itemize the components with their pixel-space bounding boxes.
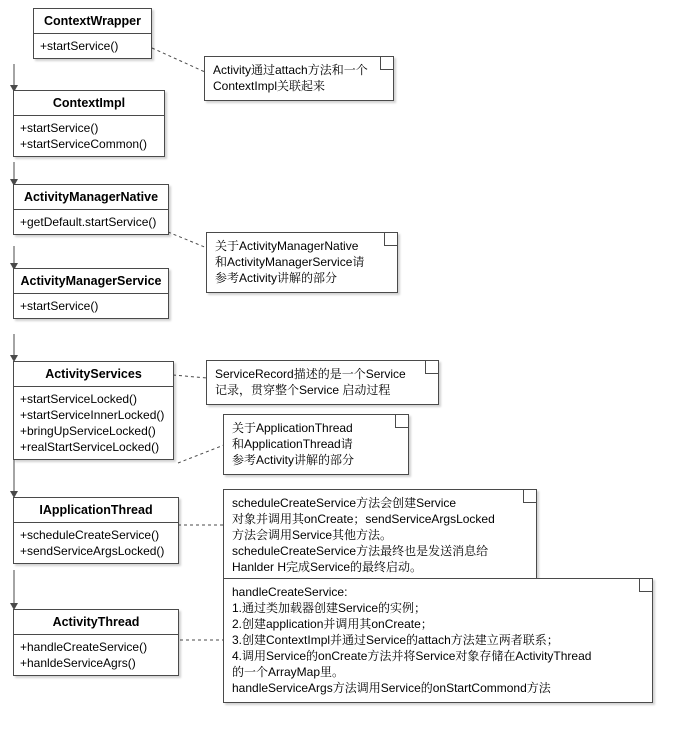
note-fold-icon: [523, 490, 536, 503]
note-text-line: 的一个ArrayMap里。: [232, 665, 345, 679]
note-fold-icon: [395, 415, 408, 428]
note-text-line: Activity通过attach方法和一个: [213, 63, 368, 77]
class-member: +startServiceCommon(): [20, 137, 148, 151]
note-fold-icon: [639, 579, 652, 592]
note-text-line: 2.创建application并调用其onCreate；: [232, 617, 433, 631]
class-activity-manager-service[interactable]: [13, 268, 169, 319]
class-member: +startServiceLocked(): [20, 392, 138, 406]
class-title: ActivityManagerService: [14, 269, 168, 294]
class-title: ContextWrapper: [34, 9, 151, 34]
class-title: ContextImpl: [14, 91, 164, 116]
note-text-line: 参考Activity讲解的部分: [215, 271, 338, 285]
class-members: [34, 34, 151, 58]
note-text-line: handleCreateService:: [232, 585, 348, 599]
class-members: [14, 635, 178, 675]
note-text-line: 方法会调用Service其他方法。: [232, 528, 393, 542]
note-text-line: handleServiceArgs方法调用Service的onStartCommond方法: [232, 681, 551, 695]
note-handlecreateservice: [223, 578, 653, 703]
note-text-line: ServiceRecord描述的是一个Service: [215, 367, 406, 381]
note-schedulecreateservice: [223, 489, 537, 582]
note-text-line: 关于ApplicationThread: [232, 421, 353, 435]
class-members: [14, 210, 168, 234]
class-member: +scheduleCreateService(): [20, 528, 160, 542]
note-text-line: scheduleCreateService方法最终也是发送消息给: [232, 544, 489, 558]
note-text-line: Hanlder H完成Service的最终启动。: [232, 560, 423, 574]
note-text-line: ContextImpl关联起来: [213, 79, 326, 93]
note-text-line: 3.创建ContextImpl并通过Service的attach方法建立两者联系；: [232, 633, 559, 647]
note-fold-icon: [384, 233, 397, 246]
note-text-line: 记录，贯穿整个Service 启动过程: [215, 383, 391, 397]
note-fold-icon: [380, 57, 393, 70]
class-iapplication-thread[interactable]: [13, 497, 179, 564]
class-context-wrapper[interactable]: [33, 8, 152, 59]
class-member: +startService(): [20, 299, 99, 313]
class-activity-services[interactable]: [13, 361, 174, 460]
note-applicationthread: [223, 414, 409, 475]
class-context-impl[interactable]: [13, 90, 165, 157]
class-member: +startServiceInnerLocked(): [20, 408, 165, 422]
class-title: ActivityThread: [14, 610, 178, 635]
class-member: +startService(): [20, 121, 99, 135]
note-fold-icon: [425, 361, 438, 374]
class-member: +startService(): [40, 39, 119, 53]
note-text-line: 4.调用Service的onCreate方法并将Service对象存储在ActivityThread: [232, 649, 592, 663]
class-member: +bringUpServiceLocked(): [20, 424, 156, 438]
note-text-line: 和ActivityManagerService请: [215, 255, 365, 269]
class-member: +handleCreateService(): [20, 640, 148, 654]
class-members: [14, 294, 168, 318]
class-member: +realStartServiceLocked(): [20, 440, 160, 454]
note-ams: [206, 232, 398, 293]
class-title: ActivityManagerNative: [14, 185, 168, 210]
note-text-line: 和ApplicationThread请: [232, 437, 353, 451]
note-servicerecord: [206, 360, 439, 405]
class-title: ActivityServices: [14, 362, 173, 387]
class-members: [14, 116, 164, 156]
note-text-line: 1.通过类加载器创建Service的实例；: [232, 601, 427, 615]
note-text-line: 对象并调用其onCreate；sendServiceArgsLocked: [232, 512, 495, 526]
class-members: [14, 523, 178, 563]
note-text-line: scheduleCreateService方法会创建Service: [232, 496, 457, 510]
class-title: IApplicationThread: [14, 498, 178, 523]
class-member: +sendServiceArgsLocked(): [20, 544, 165, 558]
note-text-line: 参考Activity讲解的部分: [232, 453, 355, 467]
class-members: [14, 387, 173, 459]
class-member: +getDefault.startService(): [20, 215, 157, 229]
note-text-line: 关于ActivityManagerNative: [215, 239, 359, 253]
class-member: +hanldeServiceAgrs(): [20, 656, 136, 670]
note-attach: [204, 56, 394, 101]
class-activity-manager-native[interactable]: [13, 184, 169, 235]
class-activity-thread[interactable]: [13, 609, 179, 676]
